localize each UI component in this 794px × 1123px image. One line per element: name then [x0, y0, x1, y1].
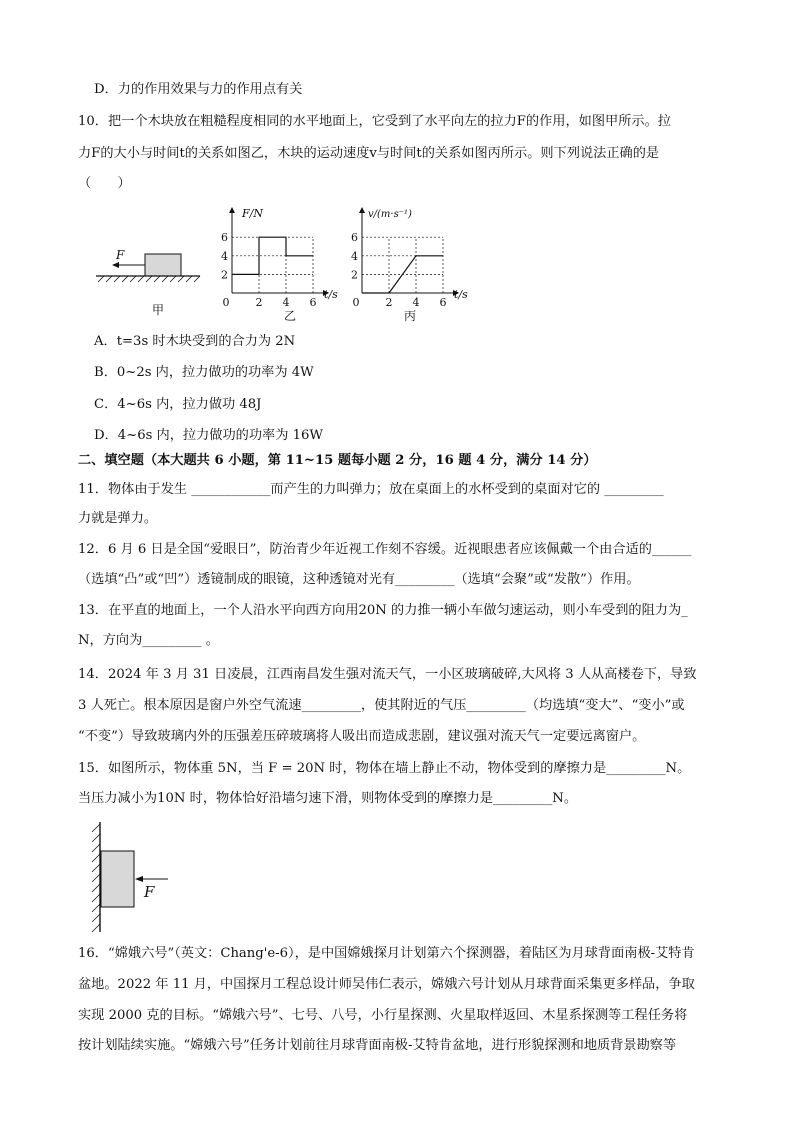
bing-xtick-label: 6	[439, 296, 447, 309]
q10-option-c: C．4~6s 内，拉力做功 48J	[94, 397, 262, 412]
q15-figure-wall-block	[88, 820, 178, 936]
chart-yi	[216, 202, 342, 326]
press-force-label: F	[144, 883, 155, 901]
yi-origin-label: 0	[222, 296, 230, 309]
q10-option-b: B．0~2s 内，拉力做功的功率为 4W	[94, 365, 314, 380]
wood-block	[145, 254, 181, 276]
chart-yi-axes	[229, 207, 329, 296]
chart-bing-guides	[362, 237, 443, 293]
bing-xtick-label: 2	[385, 296, 393, 309]
q12-line1: 12．6 月 6 日是全国“爱眼日”，防治青少年近视工作刻不容缓。近视眼患者应该佩戴一个由合适的______	[78, 542, 692, 557]
q15-line1: 15．如图所示，物体重 5N，当 F = 20N 时，物体在墙上静止不动，物体受到的摩擦力是_________N。	[78, 761, 691, 776]
q10-option-d: D．4~6s 内，拉力做功的功率为 16W	[94, 428, 323, 443]
q15-line2: 当压力减小为10N 时，物体恰好沿墙匀速下滑，则物体受到的摩擦力是_________N。	[78, 791, 578, 806]
wall-hatch	[92, 824, 100, 932]
chart-yi-guides	[232, 237, 313, 293]
yi-ytick-label: 6	[221, 231, 228, 245]
yi-y-axis-arrow	[229, 207, 235, 213]
q11-line1: 11．物体由于发生 ____________而产生的力叫弹力；放在桌面上的水杯受到的桌面对它的 _________	[78, 482, 664, 497]
yi-ytick-label: 2	[221, 268, 228, 282]
bing-ytick-label: 4	[351, 249, 358, 263]
q10-stem-line2: 力F的大小与时间t的关系如图乙，木块的运动速度v与时间t的关系如图丙所示。则下列说法正确的是	[78, 146, 660, 161]
q16-line4: 按计划陆续实施。“嫦娥六号”任务计划前往月球背面南极-艾特肯盆地，进行形貌探测和地质背景勘察等	[78, 1038, 677, 1053]
bing-origin-label: 0	[352, 296, 360, 309]
chart-yi-ylabel: F/N	[242, 207, 263, 220]
q16-line1: 16．“嫦娥六号”（英文：Chang'e-6），是中国嫦娥探月计划第六个探测器，着陆区为月球背面南极-艾特肯	[78, 946, 695, 961]
section-2-heading: 二、填空题（本大题共 6 小题，第 11~15 题每小题 2 分，16 题 4 分，满分 14 分）	[78, 453, 597, 468]
chart-bing-caption: 丙	[404, 309, 417, 323]
q10-stem-line3: （ ）	[78, 176, 131, 191]
chart-yi-caption: 乙	[284, 309, 297, 323]
q14-line3: “不变”）导致玻璃内外的压强差压碎玻璃将人吸出而造成悲剧，建议强对流天气一定要远离窗户。	[78, 729, 646, 744]
chart-bing-axes	[359, 207, 459, 296]
yi-xtick-label: 6	[309, 296, 317, 309]
bing-xtick-label: 4	[412, 296, 420, 309]
force-label: F	[116, 248, 125, 262]
yi-xtick-label: 4	[282, 296, 290, 309]
q10-stem-line1: 10．把一个木块放在粗糙程度相同的水平地面上，它受到了水平向左的拉力F的作用，如图甲所示。拉	[78, 114, 671, 129]
chart-yi-xlabel: t/s	[324, 288, 338, 301]
q16-line2: 盆地。2022 年 11 月，中国探月工程总设计师吴伟仁表示，嫦娥六号计划从月球背面采集更多样品，争取	[78, 977, 695, 992]
force-arrow-head	[112, 262, 119, 268]
caption-jia: 甲	[152, 303, 165, 317]
bing-y-axis-arrow	[359, 207, 365, 213]
chart-bing-ylabel: v/(m·s⁻¹)	[368, 209, 412, 220]
q14-line2: 3 人死亡。根本原因是窗户外空气流速_________，使其附近的气压_________（均选填“变大”、“变小”或	[78, 698, 685, 713]
q10-option-a: A．t=3s 时木块受到的合力为 2N	[94, 334, 296, 349]
q9-option-d: D．力的作用效果与力的作用点有关	[94, 82, 303, 97]
q13-line1: 13．在平直的地面上，一个人沿水平向西方向用20N 的力推一辆小车做匀速运动，则小车受到的阻力为_	[78, 603, 688, 618]
ground-hatch	[98, 276, 200, 282]
q13-line2: N，方向为_________ 。	[78, 633, 220, 648]
q11-line2: 力就是弹力。	[78, 511, 158, 526]
q12-line2: （选填“凸”或“凹”）透镜制成的眼镜，这种透镜对光有_________（选填“会聚”或“发散”）作用。	[78, 572, 640, 587]
q14-line1: 14．2024 年 3 月 31 日凌晨，江西南昌发生强对流天气，一小区玻璃破碎,大风将 3 人从高楼卷下，导致	[78, 667, 697, 682]
bing-ytick-label: 2	[351, 268, 358, 282]
object-block	[101, 851, 134, 907]
chart-bing-xlabel: t/s	[454, 288, 468, 301]
yi-xtick-label: 2	[255, 296, 263, 309]
yi-ytick-label: 4	[221, 249, 228, 263]
press-force-head	[135, 876, 143, 882]
chart-yi-ticks	[221, 231, 317, 309]
q16-line3: 实现 2000 克的目标。“嫦娥六号”、七号、八号，小行星探测、火星取样返回、木星系探测等工程任务将	[78, 1008, 688, 1023]
q10-figure-jia	[90, 240, 210, 320]
bing-ytick-label: 6	[351, 231, 358, 245]
chart-bing	[344, 202, 480, 326]
chart-bing-ticks	[351, 231, 447, 309]
